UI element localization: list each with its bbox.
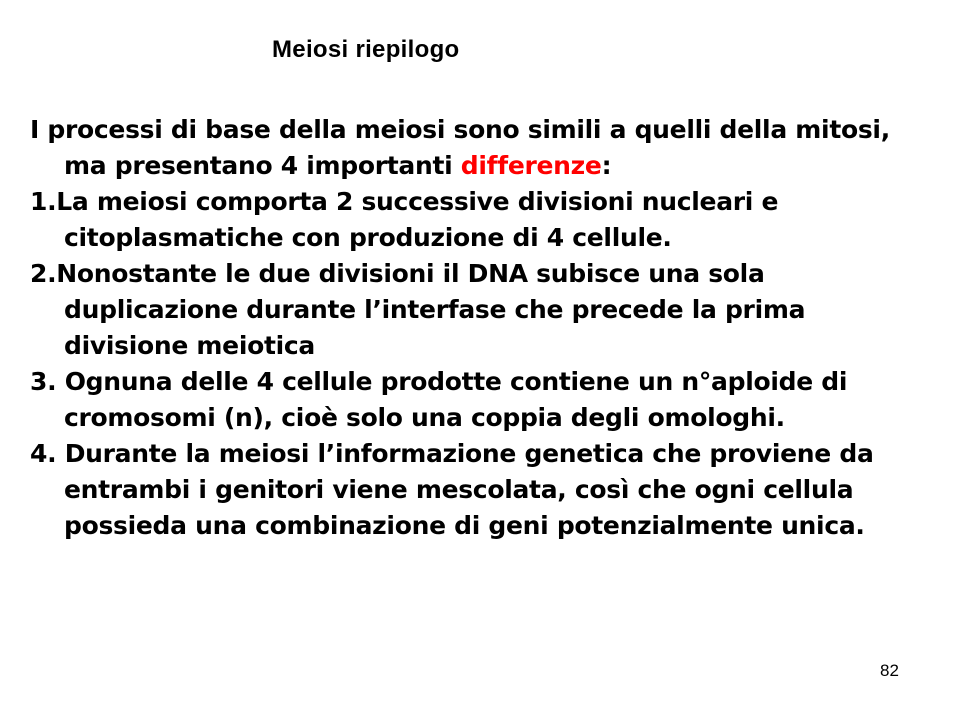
list-item-4 <box>30 436 920 544</box>
page-number: 82 <box>880 661 899 680</box>
slide-body <box>30 112 920 544</box>
intro-text: I processi di base della meiosi sono simili a quelli della mitosi, ma presentano 4 importanti <box>30 115 890 180</box>
intro-highlight: differenze <box>460 151 602 180</box>
list-item-2 <box>30 256 920 364</box>
list-item-text: Durante la meiosi l’informazione genetica che proviene da entrambi i genitori viene mescolata, così che ogni cellula possieda una combinazione di geni potenzialmente unica. <box>64 439 874 540</box>
list-item-text: La meiosi comporta 2 successive divisioni nucleari e citoplasmatiche con produzione di 4 cellule. <box>56 187 779 252</box>
list-item-text: Nonostante le due divisioni il DNA subisce una sola duplicazione durante l’interfase che precede la prima divisione meiotica <box>56 259 806 360</box>
list-item-marker: 2. <box>30 259 57 288</box>
intro-text-end: : <box>601 151 612 180</box>
list-item-marker: 1. <box>30 187 57 216</box>
list-item-marker: 3. <box>30 367 65 396</box>
slide-title: Meiosi riepilogo <box>272 36 460 63</box>
list-item-marker: 4. <box>30 439 65 468</box>
list-item-text: Ognuna delle 4 cellule prodotte contiene un n°aploide di cromosomi (n), cioè solo una coppia degli omologhi. <box>64 367 848 432</box>
list-item-1 <box>30 184 920 256</box>
list-item-3 <box>30 364 920 436</box>
intro-paragraph <box>30 112 920 184</box>
